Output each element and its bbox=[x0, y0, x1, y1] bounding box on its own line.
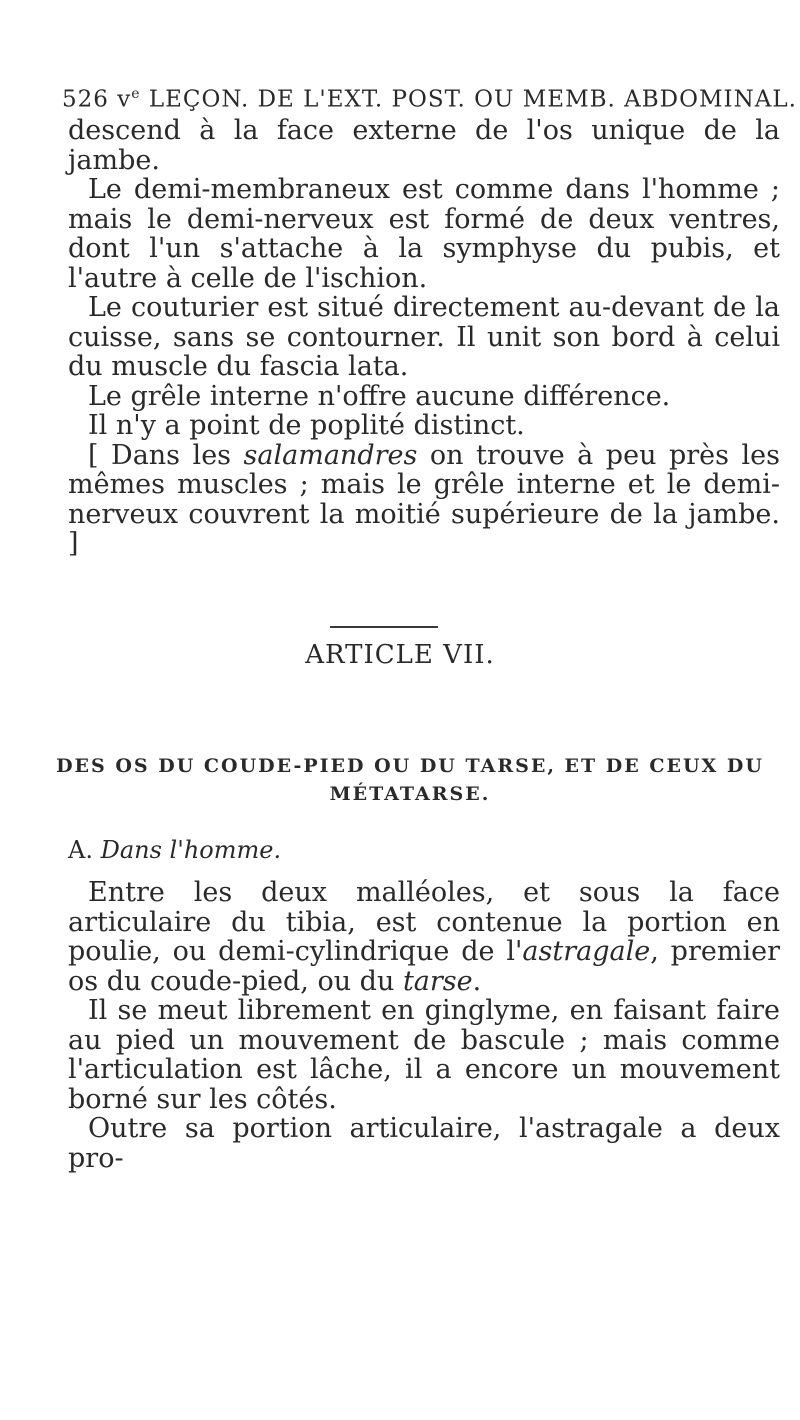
paragraph: Il n'y a point de poplité distinct. bbox=[88, 410, 525, 441]
running-header bbox=[62, 86, 797, 113]
paragraph: Il se meut librement en ginglyme, en faisant faire au pied un mouvement de bascule ; mais comme l'articulation est lâche, il a encore un mouvement borné sur les côtés. bbox=[68, 995, 780, 1115]
running-title-sup: e bbox=[131, 86, 141, 102]
section-text bbox=[68, 878, 780, 1173]
section-heading: A. Dans l'homme. bbox=[68, 836, 282, 864]
running-title-roman: v bbox=[117, 86, 132, 113]
page-number: 526 bbox=[62, 86, 109, 113]
article-title: ARTICLE VII. bbox=[305, 640, 495, 670]
paragraph: Outre sa portion articulaire, l'astragale a deux pro- bbox=[68, 1113, 780, 1174]
main-text bbox=[68, 116, 780, 559]
paragraph: Entre les deux malléoles, et sous la face articulaire du tibia, est contenue la portion en poulie, ou demi-cylindrique de l'astragale, premier os du coude-pied, ou du tarse. bbox=[68, 877, 780, 997]
running-title: LEÇON. DE L'EXT. POST. OU MEMB. ABDOMINAL. bbox=[140, 86, 797, 113]
bracket-paragraph: [ Dans les salamandres on trouve à peu près les mêmes muscles ; mais le grêle interne et le demi-nerveux couvrent la moitié supérieure de la jambe. ] bbox=[68, 439, 780, 559]
paragraph: Le grêle interne n'offre aucune différence. bbox=[88, 380, 671, 412]
article-subtitle: DES OS DU COUDE-PIED OU DU TARSE, ET DE CEUX DU MÉTATARSE. bbox=[56, 755, 764, 805]
paragraph: Le demi-membraneux est comme dans l'homme ; mais le demi-nerveux est formé de deux ventres, dont l'un s'attache à la symphyse du pubis, et l'autre à celle de l'ischion. bbox=[68, 174, 780, 294]
separator-rule bbox=[330, 626, 438, 628]
paragraph: Le couturier est situé directement au-devant de la cuisse, sans se contourner. Il unit son bord à celui du muscle du fascia lata. bbox=[68, 292, 780, 382]
paragraph: descend à la face externe de l'os unique de la jambe. bbox=[68, 115, 780, 176]
